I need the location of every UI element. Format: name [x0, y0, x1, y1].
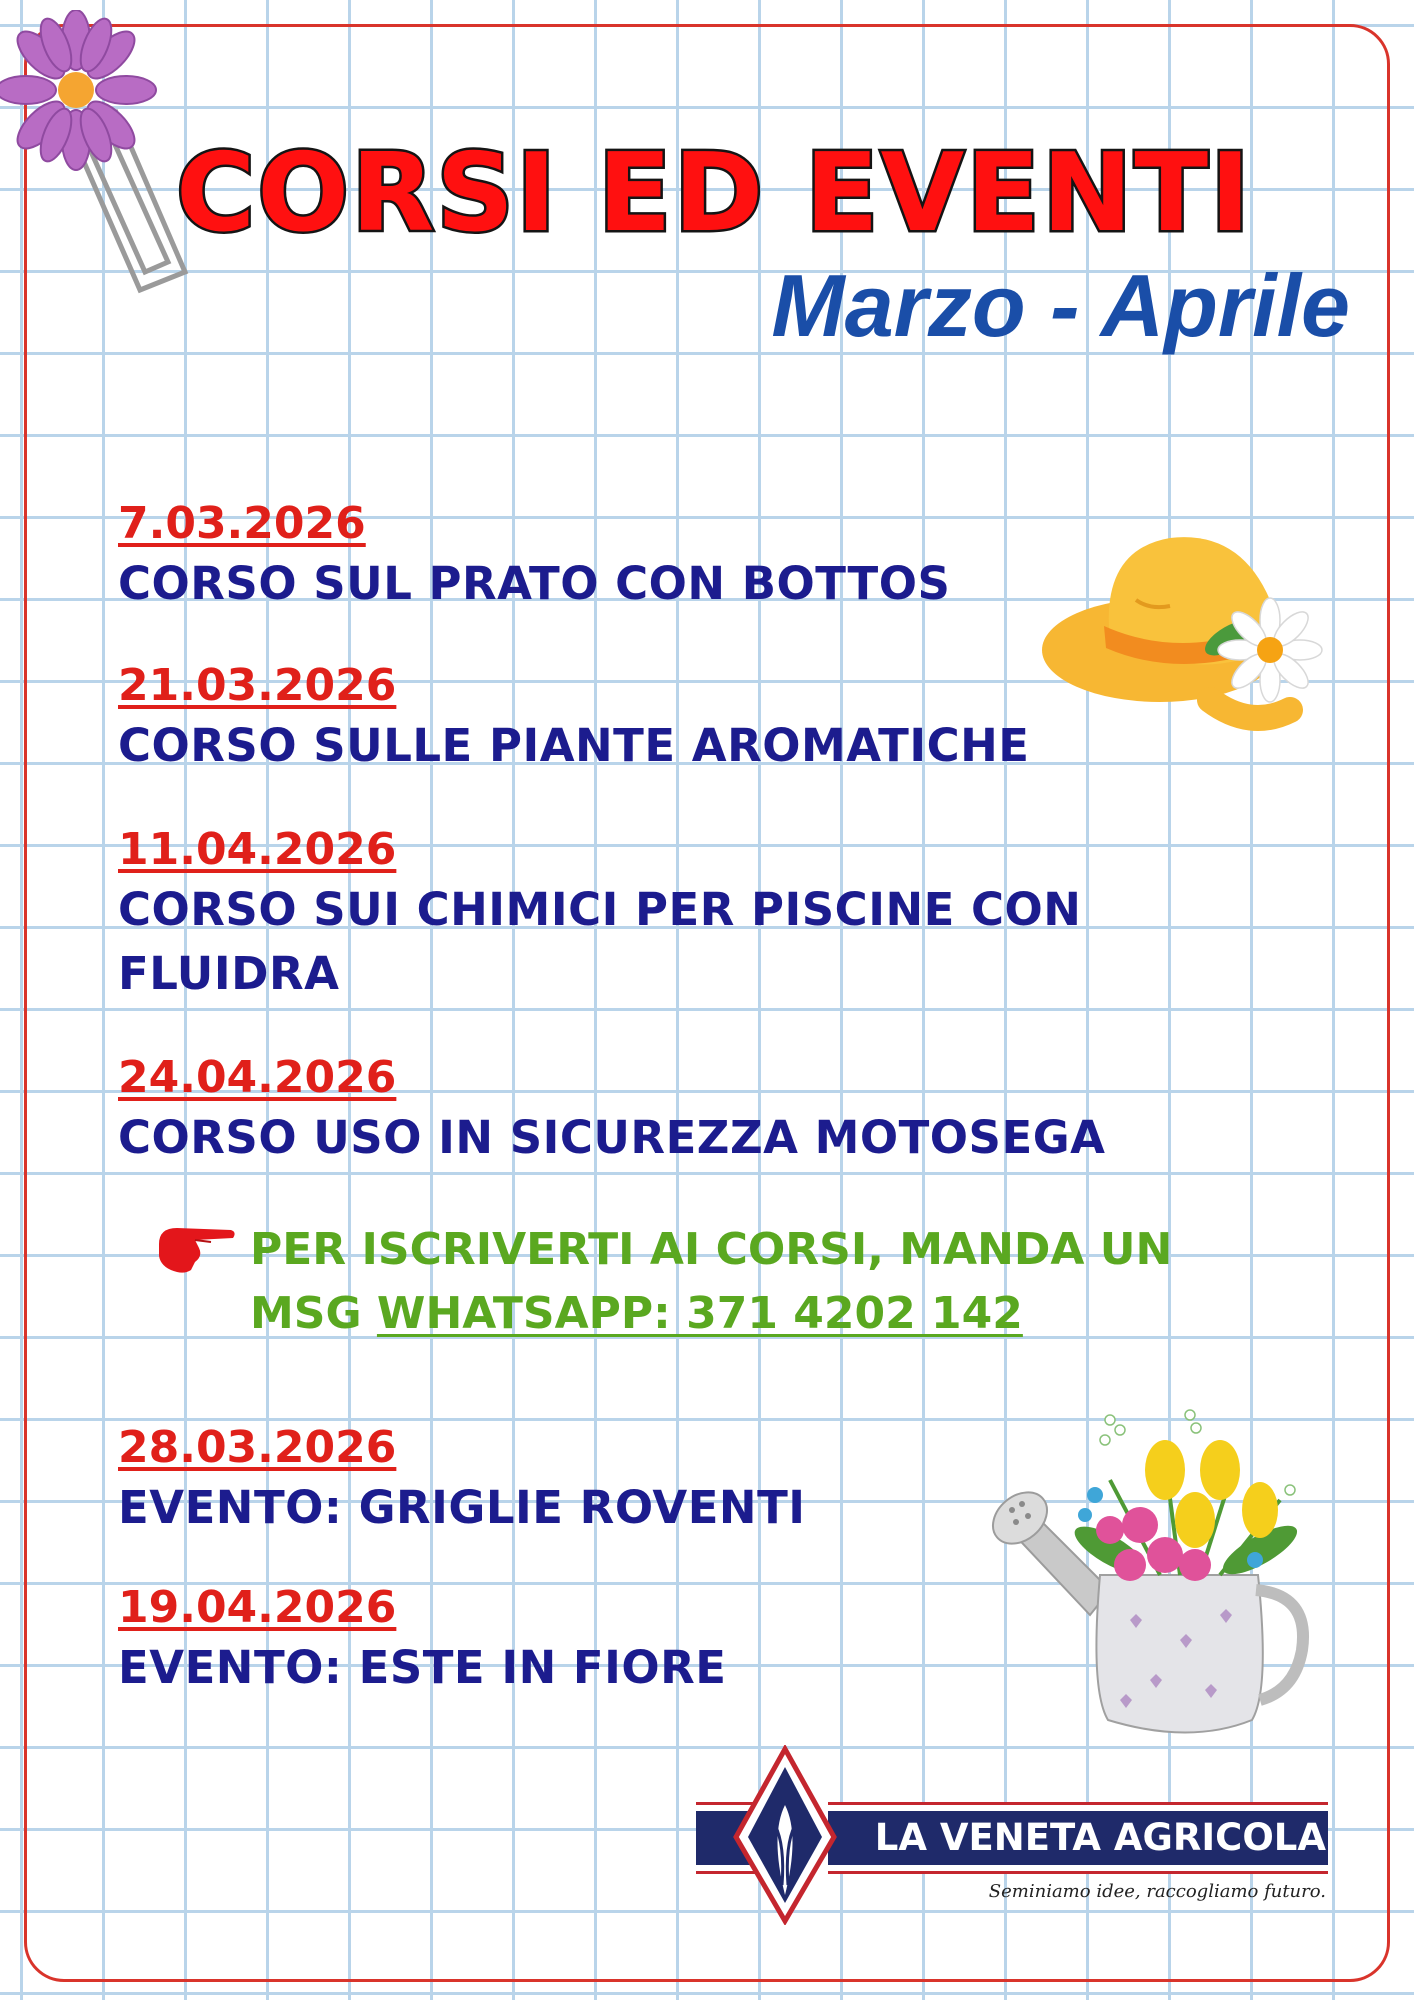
brand-emblem-icon: [730, 1745, 840, 1925]
brand-tagline: Seminiamo idee, raccogliamo futuro.: [988, 1881, 1326, 1902]
course-date: 24.04.2026: [118, 1052, 397, 1103]
page-title: CORSI ED EVENTI: [176, 131, 1253, 256]
event-description: EVENTO: ESTE IN FIORE: [118, 1641, 727, 1694]
watering-can-flowers-icon: [990, 1400, 1320, 1740]
pointing-hand-icon: [155, 1222, 237, 1276]
course-date: 21.03.2026: [118, 660, 397, 711]
page-subtitle: Marzo - Aprile: [771, 256, 1350, 355]
course-date: 11.04.2026: [118, 824, 397, 875]
whatsapp-contact-link[interactable]: WHATSAPP: 371 4202 142: [376, 1288, 1023, 1339]
event-date: 19.04.2026: [118, 1582, 397, 1633]
brand-logo: [690, 1745, 1340, 1925]
course-item: [118, 1050, 1178, 1170]
course-item: [118, 496, 1178, 616]
signup-note: [155, 1218, 1195, 1348]
course-item: [118, 822, 1158, 1006]
course-item: [118, 658, 1178, 778]
course-date: 7.03.2026: [118, 498, 366, 549]
brand-name: LA VENETA AGRICOLA: [874, 1816, 1326, 1859]
course-description: CORSO SUL PRATO CON BOTTOS: [118, 557, 951, 610]
event-date: 28.03.2026: [118, 1422, 397, 1473]
course-description: CORSO SUI CHIMICI PER PISCINE CON FLUIDRA: [118, 883, 1082, 1000]
straw-hat-icon: [1040, 530, 1330, 750]
course-description: CORSO SULLE PIANTE AROMATICHE: [118, 719, 1030, 772]
event-description: EVENTO: GRIGLIE ROVENTI: [118, 1481, 806, 1534]
course-description: CORSO USO IN SICUREZZA MOTOSEGA: [118, 1111, 1106, 1164]
signup-text: PER ISCRIVERTI AI CORSI, MANDA UN MSG: [250, 1224, 1173, 1339]
